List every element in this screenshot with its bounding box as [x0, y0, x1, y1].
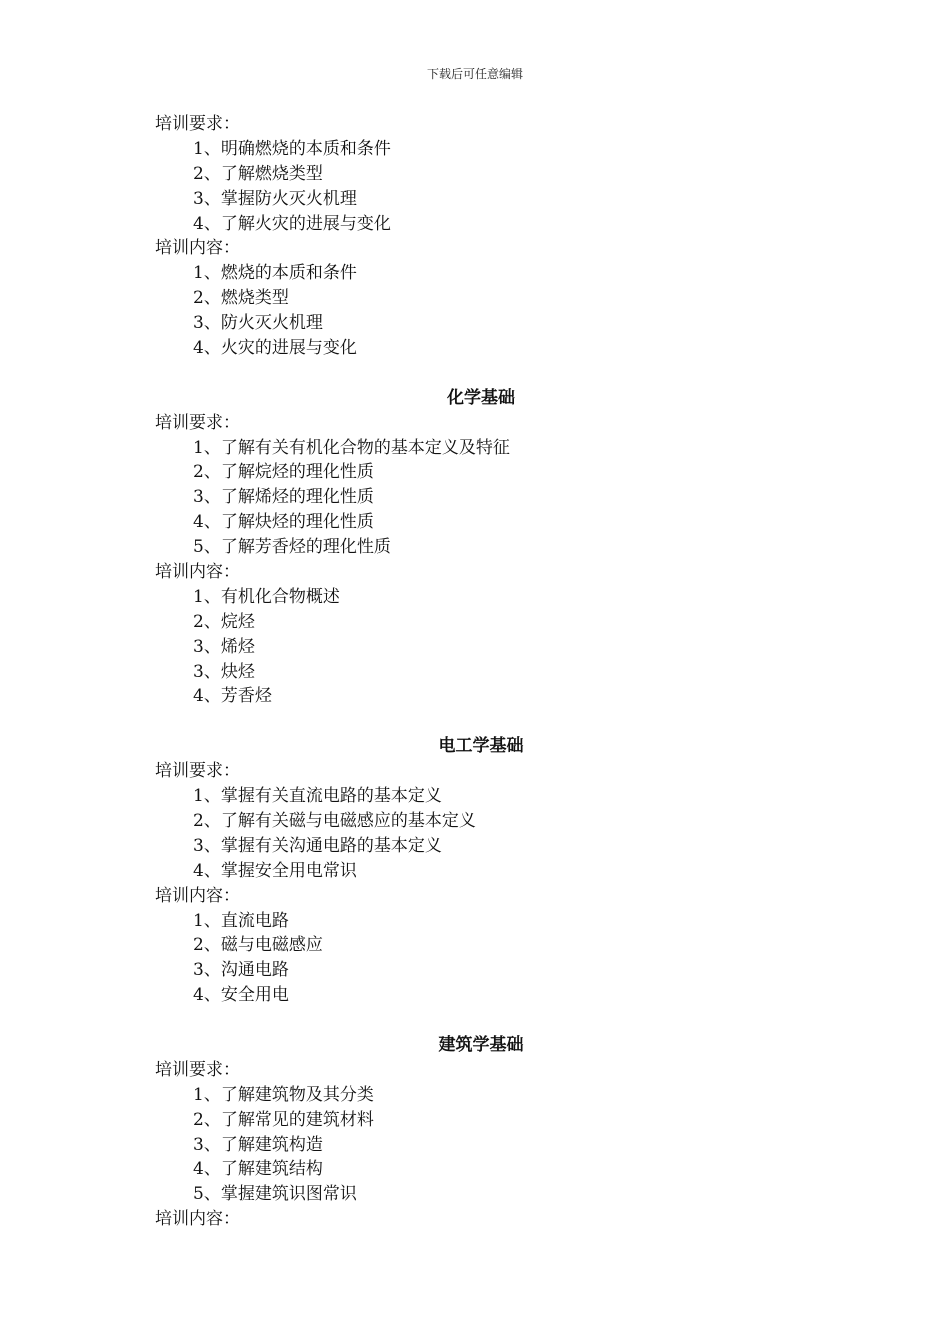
architecture-req-item: 3、了解建筑构造 — [193, 1134, 323, 1155]
intro-req-item: 1、明确燃烧的本质和条件 — [193, 138, 391, 159]
electrical-content-item: 3、沟通电路 — [193, 960, 289, 981]
architecture-req-item: 2、了解常见的建筑材料 — [193, 1109, 374, 1130]
electrical-content-label: 培训内容： — [155, 885, 240, 906]
chemistry-req-item: 4、了解炔烃的理化性质 — [193, 512, 374, 533]
chemistry-content-label: 培训内容： — [155, 562, 240, 583]
electrical-content-item: 1、直流电路 — [193, 910, 289, 931]
electrical-req-item: 3、掌握有关沟通电路的基本定义 — [193, 835, 442, 856]
electrical-content-item: 2、磁与电磁感应 — [193, 935, 323, 956]
chemistry-content-item: 3、炔烃 — [193, 661, 255, 682]
chemistry-content-item: 1、有机化合物概述 — [193, 586, 340, 607]
architecture-req-item: 4、了解建筑结构 — [193, 1159, 323, 1180]
intro-req-item: 4、了解火灾的进展与变化 — [193, 213, 391, 234]
chemistry-req-label: 培训要求： — [155, 412, 240, 433]
electrical-req-label: 培训要求： — [155, 761, 240, 782]
intro-content-item: 1、燃烧的本质和条件 — [193, 263, 357, 284]
architecture-content-label: 培训内容： — [155, 1209, 240, 1230]
electrical-content-item: 4、安全用电 — [193, 985, 289, 1006]
electrical-req-item: 2、了解有关磁与电磁感应的基本定义 — [193, 810, 476, 831]
intro-content-item: 2、燃烧类型 — [193, 288, 289, 309]
section-title-architecture: 建筑学基础 — [438, 1034, 524, 1055]
header-note: 下载后可任意编辑 — [426, 67, 523, 81]
document-body — [155, 112, 795, 1232]
architecture-req-label: 培训要求： — [155, 1059, 240, 1080]
intro-req-item: 2、了解燃烧类型 — [193, 163, 323, 184]
chemistry-req-item: 3、了解烯烃的理化性质 — [193, 487, 374, 508]
chemistry-req-item: 2、了解烷烃的理化性质 — [193, 462, 374, 483]
section-gap — [155, 709, 795, 734]
intro-req-label: 培训要求： — [155, 114, 240, 134]
electrical-req-item: 4、掌握安全用电常识 — [193, 860, 357, 881]
chemistry-req-item: 1、了解有关有机化合物的基本定义及特征 — [193, 437, 510, 458]
chemistry-content-item: 2、烷烃 — [193, 611, 255, 632]
intro-content-item: 4、火灾的进展与变化 — [193, 338, 357, 359]
intro-req-item: 3、掌握防火灭火机理 — [193, 188, 357, 209]
electrical-req-item: 1、掌握有关直流电路的基本定义 — [193, 786, 442, 807]
section-title-chemistry: 化学基础 — [447, 387, 515, 408]
section-gap — [155, 1008, 795, 1033]
intro-content-label: 培训内容： — [155, 238, 240, 259]
chemistry-content-item: 3、烯烃 — [193, 636, 255, 657]
section-title-electrical: 电工学基础 — [438, 736, 524, 757]
chemistry-content-item: 4、芳香烃 — [193, 686, 272, 707]
architecture-req-item: 1、了解建筑物及其分类 — [193, 1084, 374, 1105]
architecture-req-item: 5、掌握建筑识图常识 — [193, 1184, 357, 1205]
chemistry-req-item: 5、了解芳香烃的理化性质 — [193, 537, 391, 558]
section-gap — [155, 361, 795, 386]
intro-content-item: 3、防火灭火机理 — [193, 313, 323, 334]
